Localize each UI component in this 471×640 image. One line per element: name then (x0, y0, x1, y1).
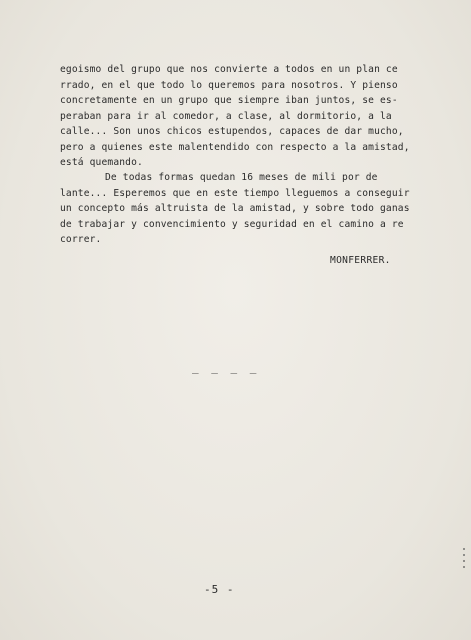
text-line: un concepto más altruista de la amistad, y sobre todo ganas (60, 203, 410, 214)
paragraph-1 (60, 62, 440, 171)
text-line: concretamente en un grupo que siempre iban juntos, se es- (60, 95, 398, 106)
text-line: lante... Esperemos que en este tiempo lleguemos a conseguir (60, 187, 410, 199)
text-line: pero a quienes este malentendido con respecto a la amistad, (60, 141, 410, 153)
text-line: rrado, en el que todo lo queremos para nosotros. Y pienso (60, 79, 398, 91)
section-separator: _ _ _ _ (192, 361, 260, 374)
text-line: correr. (60, 234, 102, 245)
text-line: De todas formas quedan 16 meses de mili por de (105, 172, 378, 183)
page-number: -5 - (204, 583, 235, 596)
binding-edge-mark (463, 548, 465, 572)
paragraph-2 (60, 170, 440, 248)
author-signature: MONFERRER. (330, 255, 391, 266)
text-line: calle... Son unos chicos estupendos, capaces de dar mucho, (60, 126, 404, 137)
text-line: peraban para ir al comedor, a clase, al dormitorio, a la (60, 110, 392, 122)
text-line: está quemando. (60, 157, 143, 168)
text-line: de trabajar y convencimiento y seguridad en el camino a re (60, 218, 404, 230)
text-line: egoismo del grupo que nos convierte a todos en un plan ce (60, 64, 398, 75)
